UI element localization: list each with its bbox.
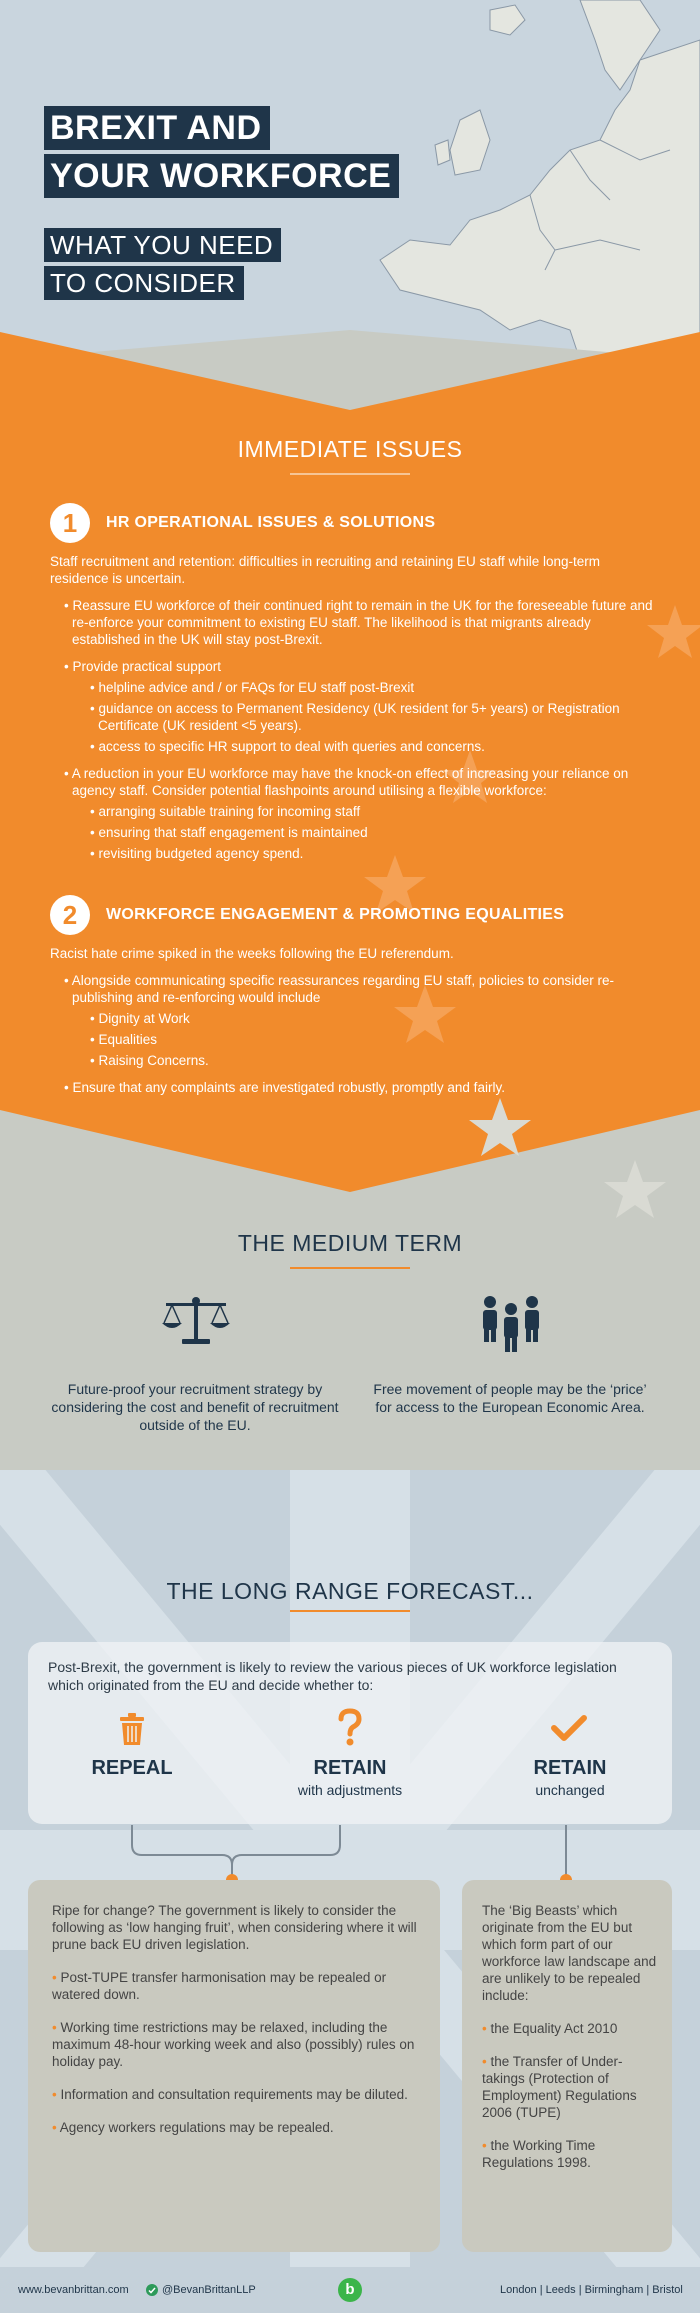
repeal-intro: Ripe for change? The government is likely to consider the following as ‘low hanging fruit’, when considering where it will prune back EU driven legislation.	[52, 1903, 417, 1952]
option-sub: unchanged	[535, 1782, 605, 1798]
sub-bullet: • Equalities	[90, 1032, 158, 1047]
divider	[290, 1610, 410, 1612]
twitter-handle[interactable]: @BevanBrittanLLP	[162, 2284, 256, 2296]
option-retain-unchanged	[490, 1757, 650, 1798]
number-badge: 2	[50, 895, 90, 935]
bullet: • Reassure EU workforce of their continued right to remain in the UK for the foreseeable future and re-enforce your commitment to existing EU staff. The likelihood is that migrants already established in the UK will stay post-Brexit.	[64, 598, 653, 647]
list-item: • Agency workers regulations may be repealed.	[52, 2120, 334, 2135]
list-item: • the Working Time Regulations 1998.	[482, 2138, 596, 2170]
issue-1-header	[50, 503, 435, 543]
list-item: • the Transfer of Under-takings (Protection of Employment) Regulations 2006 (TUPE)	[482, 2054, 637, 2120]
long-range-title: THE LONG RANGE FORECAST...	[166, 1578, 534, 1604]
title-line-1: BREXIT AND	[44, 106, 270, 150]
divider	[290, 1267, 410, 1269]
issue-1-title: HR OPERATIONAL ISSUES & SOLUTIONS	[106, 514, 436, 531]
option-sub: with adjustments	[297, 1782, 403, 1798]
bullet: • Provide practical support	[64, 659, 222, 674]
list-item: • Information and consultation requirements may be diluted.	[52, 2087, 408, 2102]
issue-2-header	[50, 895, 564, 935]
sub-bullet: • Raising Concerns.	[90, 1053, 209, 1068]
sub-bullet: • access to specific HR support to deal with queries and concerns.	[90, 739, 485, 754]
immediate-issues-header	[0, 436, 700, 475]
sub-bullet: • revisiting budgeted agency spend.	[90, 846, 304, 861]
bullet: • Ensure that any complaints are investigated robustly, promptly and fairly.	[64, 1080, 505, 1095]
medium-term-right-text: Free movement of people may be the ‘price’ for access to the European Economic Area.	[373, 1381, 647, 1415]
immediate-issues-title: IMMEDIATE ISSUES	[237, 436, 463, 462]
bullet: • Alongside communicating specific reassurances regarding EU staff, policies to consider re-publishing and re-enforcing would include	[64, 973, 614, 1005]
retain-intro: The ‘Big Beasts’ which originate from the EU but which form part of our workforce law landscape and are unlikely to be repealed include:	[482, 1903, 657, 2003]
sub-bullet: • Dignity at Work	[90, 1011, 190, 1026]
sub-bullet: • helpline advice and / or FAQs for EU staff post-Brexit	[90, 680, 415, 695]
number-badge: 1	[50, 503, 90, 543]
issue-1-intro: Staff recruitment and retention: difficulties in recruiting and retaining EU staff while long-term residence is uncertain.	[50, 554, 601, 586]
retain-panel-text	[482, 1902, 662, 2187]
trash-icon	[118, 1712, 146, 1746]
medium-term-title: THE MEDIUM TERM	[237, 1230, 463, 1256]
list-item: • the Equality Act 2010	[482, 2021, 618, 2036]
list-item: • Post-TUPE transfer harmonisation may be repealed or watered down.	[52, 1970, 387, 2002]
subtitle-line-1: WHAT YOU NEED	[44, 228, 281, 262]
option-repeal	[52, 1757, 212, 1782]
issue-2-title: WORKFORCE ENGAGEMENT & PROMOTING EQUALITIES	[106, 906, 565, 923]
title-line-2: YOUR WORKFORCE	[44, 154, 399, 198]
divider	[290, 473, 410, 475]
subtitle-line-2: TO CONSIDER	[44, 266, 244, 300]
issue-1-body	[50, 553, 660, 866]
long-range-intro: Post-Brexit, the government is likely to review the various pieces of UK workforce legislation which originated from the EU and decide whether to:	[48, 1659, 617, 1693]
medium-term-header	[0, 1230, 700, 1269]
option-retain-adjusted	[270, 1757, 430, 1798]
sub-bullet: • guidance on access to Permanent Residency (UK resident for 5+ years) or Registration Certificate (UK resident <5 years).	[90, 701, 620, 733]
option-label: REPEAL	[91, 1757, 173, 1779]
footer	[0, 2267, 700, 2313]
website-link[interactable]: www.bevanbrittan.com	[18, 2284, 129, 2296]
sub-bullet: • arranging suitable training for incoming staff	[90, 804, 361, 819]
sub-bullet: • ensuring that staff engagement is maintained	[90, 825, 368, 840]
logo-icon: b	[338, 2278, 362, 2302]
bullet: • A reduction in your EU workforce may have the knock-on effect of increasing your reliance on agency staff. Consider potential flashpoints around utilising a flexible workforce:	[64, 766, 629, 798]
checkmark-icon	[551, 1714, 587, 1742]
scales-icon	[160, 1295, 232, 1347]
question-mark-icon	[337, 1708, 363, 1746]
issue-2-intro: Racist hate crime spiked in the weeks following the EU referendum.	[50, 946, 454, 961]
twitter-icon	[146, 2284, 158, 2296]
option-label: RETAIN	[313, 1757, 387, 1779]
office-locations: London | Leeds | Birmingham | Bristol	[500, 2284, 683, 2296]
list-item: • Working time restrictions may be relaxed, including the maximum 48-hour working week and also (possibly) rules on holiday pay.	[52, 2020, 415, 2069]
option-label: RETAIN	[533, 1757, 607, 1779]
issue-2-body	[50, 945, 660, 1100]
repeal-panel-text	[52, 1902, 422, 2152]
people-icon	[478, 1295, 544, 1355]
medium-term-left-text: Future-proof your recruitment strategy by considering the cost and benefit of recruitment outside of the EU.	[51, 1381, 339, 1433]
